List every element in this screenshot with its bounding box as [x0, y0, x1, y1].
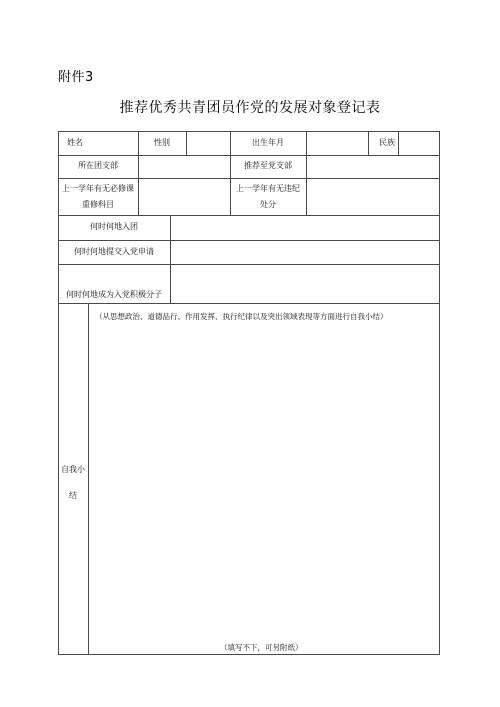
party-application-field[interactable]	[171, 241, 439, 264]
join-league-label: 何时何地入团	[90, 222, 138, 231]
birth-date-field[interactable]	[307, 132, 368, 155]
league-branch-label: 所在团支部	[78, 161, 118, 170]
name-field[interactable]	[92, 132, 138, 155]
ethnicity-label: 民族	[379, 138, 395, 147]
column-divider	[368, 131, 369, 155]
recommended-party-branch-field[interactable]	[307, 156, 439, 178]
name-label: 姓名	[67, 138, 83, 147]
gender-label: 性别	[154, 138, 170, 147]
self-summary-instructions: （从思想政治、道德品行、作用发挥、执行纪律以及突出领域表现等方面进行自我小结）	[95, 312, 388, 321]
join-league-field[interactable]	[171, 216, 439, 240]
gender-field[interactable]	[187, 132, 230, 155]
disciplinary-record-label: 上一学年有无违纪 处分	[236, 184, 300, 209]
retake-courses-field[interactable]	[139, 179, 230, 215]
disciplinary-record-field[interactable]	[307, 179, 439, 215]
party-application-label: 何时何地提交入党申请	[74, 247, 154, 256]
league-branch-field[interactable]	[139, 156, 230, 178]
party-activist-label: 何时何地成为入党积极分子	[66, 290, 162, 299]
self-summary-field[interactable]	[89, 304, 439, 654]
table-border-right	[439, 131, 440, 655]
recommended-party-branch-label: 推荐至党支部	[244, 161, 292, 170]
self-summary-label: 自我小 结	[61, 465, 85, 500]
birth-date-label: 出生年月	[252, 138, 284, 147]
self-summary-footnote: （填写不下，可另附纸）	[220, 643, 303, 652]
retake-courses-label: 上一学年有无必修课 重修科目	[62, 184, 134, 209]
ethnicity-field[interactable]	[399, 132, 439, 155]
form-title: 推荐优秀共青团员作党的发展对象登记表	[119, 100, 381, 116]
party-activist-field[interactable]	[171, 265, 439, 303]
table-border-bottom	[58, 654, 440, 655]
attachment-label: 附件3	[58, 70, 94, 85]
